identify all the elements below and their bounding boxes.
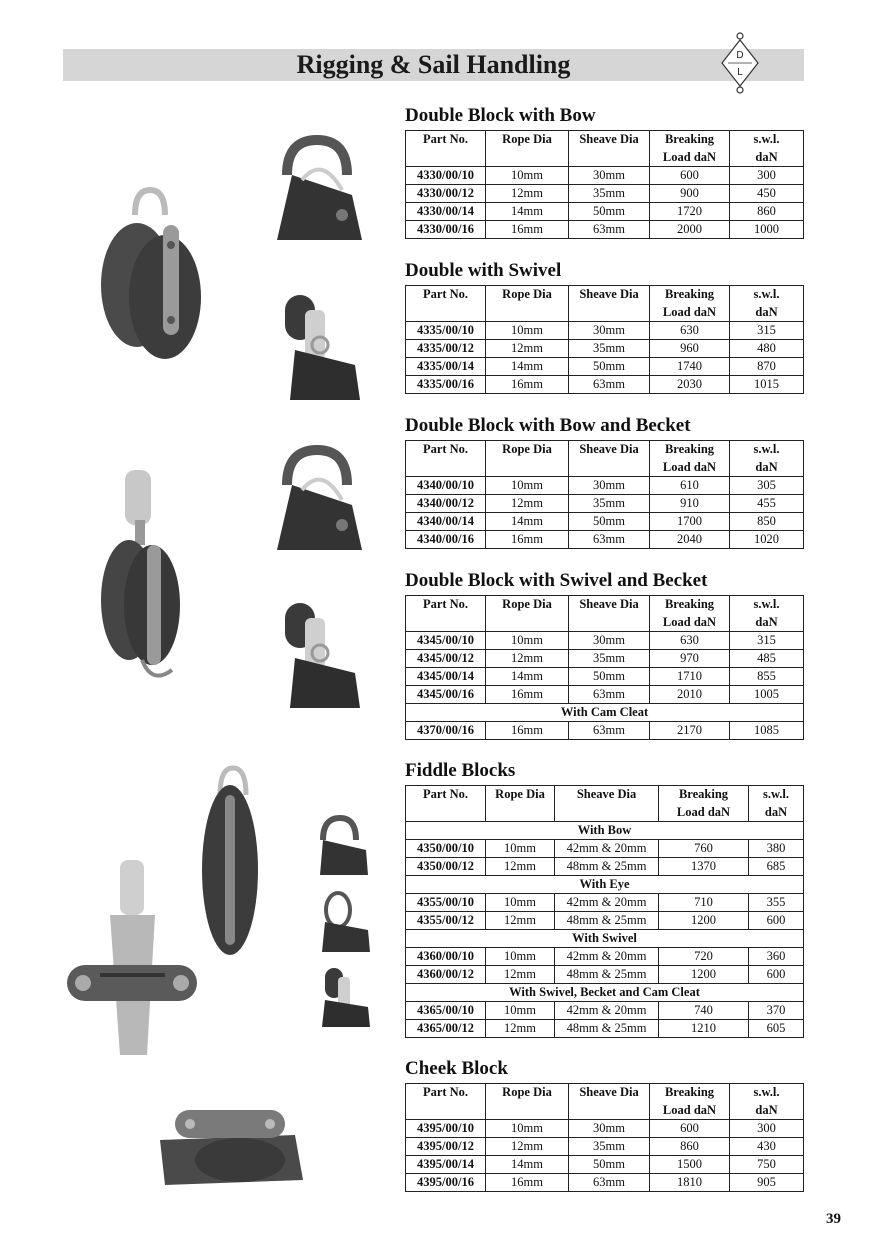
- section-title: Double Block with Bow and Becket: [405, 415, 691, 436]
- table-row: 4350/00/10 10mm 42mm & 20mm 760 380: [406, 840, 804, 858]
- swivel-detail-photo-1: [275, 290, 365, 400]
- section-title: Double Block with Swivel and Becket: [405, 570, 708, 591]
- col-breaking-load: Breaking Load daN: [650, 441, 730, 477]
- section-double-swivel: [405, 259, 804, 394]
- col-sheave-dia: Sheave Dia: [569, 131, 650, 167]
- spec-table: [405, 285, 804, 394]
- table-row: 4340/00/14 14mm 50mm 1700 850: [406, 513, 804, 531]
- bow-detail-photo-2: [272, 445, 367, 550]
- cheek-block-photo: [155, 1105, 305, 1190]
- section-title: Fiddle Blocks: [405, 760, 516, 781]
- table-row: 4365/00/10 10mm 42mm & 20mm 740 370: [406, 1002, 804, 1020]
- double-block-becket-photo: [97, 465, 187, 685]
- table-row: 4335/00/16 16mm 63mm 2030 1015: [406, 376, 804, 394]
- col-swl: s.w.l. daN: [730, 1084, 804, 1120]
- table-subheading: With Swivel, Becket and Cam Cleat: [406, 984, 804, 1002]
- table-row: 4345/00/12 12mm 35mm 970 485: [406, 650, 804, 668]
- table-row: 4340/00/12 12mm 35mm 910 455: [406, 495, 804, 513]
- table-row: 4330/00/12 12mm 35mm 900 450: [406, 185, 804, 203]
- table-subheading: With Swivel: [406, 930, 804, 948]
- section-double-block-bow-becket: [405, 414, 804, 549]
- table-row: 4335/00/12 12mm 35mm 960 480: [406, 340, 804, 358]
- dl-logo: [718, 31, 762, 95]
- table-row: 4370/00/16 16mm 63mm 2170 1085: [406, 722, 804, 740]
- col-part-no: Part No.: [406, 441, 486, 477]
- fiddle-detail-swivel-photo: [320, 965, 372, 1027]
- table-row: 4395/00/10 10mm 30mm 600 300: [406, 1120, 804, 1138]
- col-sheave-dia: Sheave Dia: [555, 786, 659, 822]
- col-part-no: Part No.: [406, 596, 486, 632]
- table-row: 4335/00/10 10mm 30mm 630 315: [406, 322, 804, 340]
- col-breaking-load: Breaking Load daN: [650, 596, 730, 632]
- col-part-no: Part No.: [406, 1084, 486, 1120]
- table-row: 4395/00/12 12mm 35mm 860 430: [406, 1138, 804, 1156]
- col-swl: s.w.l. daN: [749, 786, 804, 822]
- table-row: 4335/00/14 14mm 50mm 1740 870: [406, 358, 804, 376]
- table-subheading: With Bow: [406, 822, 804, 840]
- section-title: Cheek Block: [405, 1058, 508, 1079]
- col-rope-dia: Rope Dia: [486, 131, 569, 167]
- bow-detail-photo-1: [272, 135, 367, 240]
- table-row: 4345/00/10 10mm 30mm 630 315: [406, 632, 804, 650]
- fiddle-block-swivel-cam-photo: [65, 855, 200, 1065]
- section-double-block-bow: [405, 104, 804, 239]
- logo-letter-l: L: [737, 67, 743, 78]
- table-subheading: With Eye: [406, 876, 804, 894]
- col-sheave-dia: Sheave Dia: [569, 596, 650, 632]
- col-swl: s.w.l. daN: [730, 286, 804, 322]
- col-rope-dia: Rope Dia: [486, 596, 569, 632]
- section-fiddle-blocks: [405, 759, 804, 1038]
- table-subheading: With Cam Cleat: [406, 704, 804, 722]
- spec-table: [405, 785, 804, 1038]
- table-row: 4395/00/16 16mm 63mm 1810 905: [406, 1174, 804, 1192]
- table-row: 4330/00/10 10mm 30mm 600 300: [406, 167, 804, 185]
- table-row: 4365/00/12 12mm 48mm & 25mm 1210 605: [406, 1020, 804, 1038]
- table-row: 4360/00/10 10mm 42mm & 20mm 720 360: [406, 948, 804, 966]
- col-part-no: Part No.: [406, 286, 486, 322]
- section-double-block-swivel-becket: [405, 569, 804, 740]
- header-bar: [63, 49, 804, 81]
- col-rope-dia: Rope Dia: [486, 286, 569, 322]
- logo-letter-d: D: [736, 50, 744, 61]
- table-row: 4330/00/14 14mm 50mm 1720 860: [406, 203, 804, 221]
- col-breaking-load: Breaking Load daN: [650, 286, 730, 322]
- fiddle-block-bow-photo: [195, 765, 265, 960]
- spec-table: [405, 1083, 804, 1192]
- table-row: 4340/00/16 16mm 63mm 2040 1020: [406, 531, 804, 549]
- fiddle-detail-eye-photo: [320, 890, 372, 952]
- table-row: 4340/00/10 10mm 30mm 610 305: [406, 477, 804, 495]
- col-breaking-load: Breaking Load daN: [650, 131, 730, 167]
- section-title: Double with Swivel: [405, 260, 562, 281]
- col-rope-dia: Rope Dia: [486, 1084, 569, 1120]
- col-sheave-dia: Sheave Dia: [569, 286, 650, 322]
- table-row: 4345/00/16 16mm 63mm 2010 1005: [406, 686, 804, 704]
- page-number: 39: [826, 1211, 841, 1227]
- col-sheave-dia: Sheave Dia: [569, 441, 650, 477]
- double-block-bow-photo: [95, 185, 205, 370]
- col-swl: s.w.l. daN: [730, 441, 804, 477]
- table-row: 4345/00/14 14mm 50mm 1710 855: [406, 668, 804, 686]
- table-row: 4360/00/12 12mm 48mm & 25mm 1200 600: [406, 966, 804, 984]
- table-row: 4330/00/16 16mm 63mm 2000 1000: [406, 221, 804, 239]
- col-swl: s.w.l. daN: [730, 131, 804, 167]
- col-swl: s.w.l. daN: [730, 596, 804, 632]
- spec-table: [405, 595, 804, 740]
- spec-table: [405, 440, 804, 549]
- swivel-detail-photo-2: [275, 598, 365, 708]
- section-cheek-block: [405, 1057, 804, 1192]
- fiddle-detail-bow-photo: [318, 815, 370, 875]
- col-breaking-load: Breaking Load daN: [650, 1084, 730, 1120]
- col-part-no: Part No.: [406, 786, 486, 822]
- page-title: Rigging & Sail Handling: [296, 50, 571, 79]
- col-breaking-load: Breaking Load daN: [659, 786, 749, 822]
- col-rope-dia: Rope Dia: [486, 786, 555, 822]
- col-part-no: Part No.: [406, 131, 486, 167]
- section-title: Double Block with Bow: [405, 105, 596, 126]
- col-sheave-dia: Sheave Dia: [569, 1084, 650, 1120]
- table-row: 4395/00/14 14mm 50mm 1500 750: [406, 1156, 804, 1174]
- table-row: 4355/00/12 12mm 48mm & 25mm 1200 600: [406, 912, 804, 930]
- spec-table: [405, 130, 804, 239]
- table-row: 4355/00/10 10mm 42mm & 20mm 710 355: [406, 894, 804, 912]
- col-rope-dia: Rope Dia: [486, 441, 569, 477]
- table-row: 4350/00/12 12mm 48mm & 25mm 1370 685: [406, 858, 804, 876]
